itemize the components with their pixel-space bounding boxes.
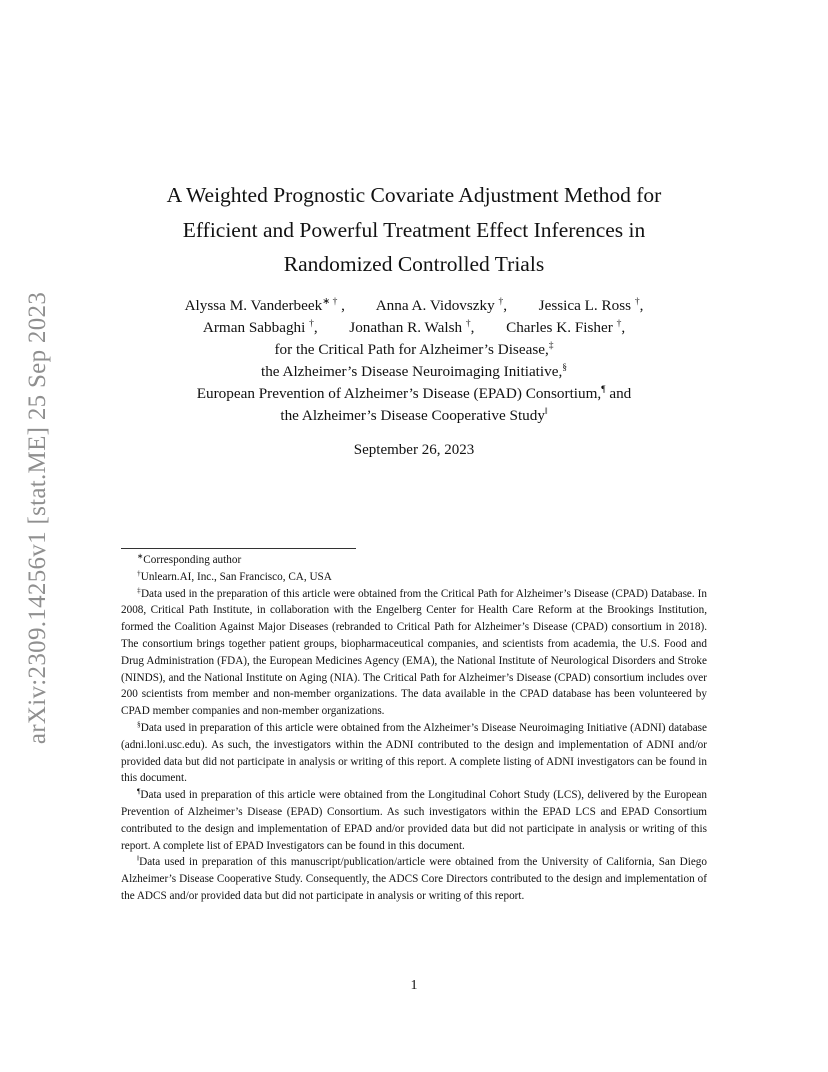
footnote <box>121 569 707 586</box>
footnote-text: Data used in preparation of this article were obtained from the Alzheimer’s Disease Neuroimaging Initiative (ADNI) database (adni.loni.usc.edu). As such, the investigators within the ADNI contributed to the design and implementation of ADNI and/or provided data but did not participate in analysis or writing of this report. A complete listing of ADNI investigators can be found in this document. <box>121 721 707 785</box>
footnote-text: Data used in preparation of this manuscript/publication/article were obtained from the University of California, San Diego Alzheimer’s Disease Cooperative Study. Consequently, the ADCS Core Directors contributed to the design and implementation of the ADCS and/or provided data but did not participate in analysis or writing of this report. <box>121 856 707 902</box>
footnote <box>121 854 707 904</box>
author-group-name: for the Critical Path for Alzheimer’s Disease, <box>274 341 549 358</box>
footnote-text: Unlearn.AI, Inc., San Francisco, CA, USA <box>140 570 332 583</box>
footnote-mark: ∗ <box>137 551 144 561</box>
author-group <box>0 383 828 405</box>
publication-date: September 26, 2023 <box>353 442 475 458</box>
author-block <box>0 295 828 427</box>
author-group-conjunction: and <box>609 385 632 402</box>
footnote-mark: † <box>137 568 141 578</box>
author-mark: † <box>465 318 471 329</box>
author-group-mark: ¶ <box>601 384 606 395</box>
footnote-text: Data used in preparation of this article were obtained from the Longitudinal Cohort Study (LCS), delivered by the European Prevention of Alzheimer’s Disease (EPAD) Consortium. As such investigators within the EPAD LCS and EPAD Consortium contributed to the design and implementation of EPAD and/or provided data but did not participate in analysis or writing of this report. A complete list of EPAD Investigators can be found in this document. <box>121 789 707 852</box>
author-group-mark: ‡ <box>548 340 554 351</box>
footnotes <box>121 552 707 905</box>
footnote <box>121 787 707 854</box>
author-separator: , <box>341 297 345 314</box>
author-name: Arman Sabbaghi <box>202 319 306 336</box>
author-row <box>0 317 828 339</box>
author-separator: , <box>503 297 508 314</box>
author-group <box>0 405 828 427</box>
author-row <box>0 295 828 317</box>
footnote <box>121 586 707 720</box>
page-number: 1 <box>410 978 418 993</box>
footnote-mark: ‡ <box>137 584 141 594</box>
author-mark: † <box>634 296 640 307</box>
footnote-mark: ‖ <box>137 853 140 863</box>
author-name: Charles K. Fisher <box>506 319 613 336</box>
title-line: Efficient and Powerful Treatment Effect Inferences in <box>182 217 646 242</box>
author-group-name: the Alzheimer’s Disease Cooperative Study <box>280 407 545 424</box>
author-separator: , <box>621 319 626 336</box>
footnote-rule <box>121 548 356 549</box>
author-separator: , <box>639 297 644 314</box>
footnote-mark: § <box>137 719 141 729</box>
author-name: Anna A. Vidovszky <box>375 297 495 314</box>
author-mark: ∗ † <box>322 296 338 307</box>
title-line: Randomized Controlled Trials <box>283 252 545 276</box>
author-group-mark: ‖ <box>544 406 548 417</box>
author-group-mark: § <box>562 362 568 373</box>
author-separator: , <box>313 319 318 336</box>
author-mark: † <box>309 318 314 329</box>
author-group <box>0 339 828 361</box>
author-group-name: the Alzheimer’s Disease Neuroimaging Initiative, <box>260 363 563 380</box>
author-name: Jessica L. Ross <box>538 297 632 314</box>
footnote <box>121 720 707 787</box>
arxiv-identifier-text: arXiv:2309.14256v1 [stat.ME] 25 Sep 2023 <box>24 291 51 745</box>
footnote-text: Corresponding author <box>143 554 242 566</box>
author-name: Jonathan R. Walsh <box>349 319 463 336</box>
title-line: A Weighted Prognostic Covariate Adjustment Method for <box>166 183 662 207</box>
author-group <box>0 361 828 383</box>
footnote <box>121 552 707 569</box>
author-mark: † <box>616 318 622 329</box>
author-separator: , <box>470 319 475 336</box>
footnote-text: Data used in the preparation of this article were obtained from the Critical Path for Alzheimer’s Disease (CPAD) Database. In 2008, Critical Path Institute, in collaboration with the Engelberg Center for Health Care Reform at the Brookings Institution, formed the Coalition Against Major Diseases (rebranded to Critical Path for Alzheimer’s Disease (CPAD) consortium in 2018). The consortium brings together patient groups, biopharmaceutical companies, and scientists from academia, the U.S. Food and Drug Administration (FDA), the European Medicines Agency (EMA), the National Institute of Neurological Disorders and Stroke (NINDS), and the National Institute on Aging (NIA). The Critical Path for Alzheimer’s Disease (CPAD) consortium includes over 200 scientists from member and non-member organizations. The data available in the CPAD database has been volunteered by CPAD member companies and non-member organizations. <box>121 587 708 718</box>
footnote-mark: ¶ <box>137 786 141 796</box>
paper-title <box>0 178 828 282</box>
author-mark: † <box>498 296 504 307</box>
author-name: Alyssa M. Vanderbeek <box>184 297 323 314</box>
author-group-name: European Prevention of Alzheimer’s Disease (EPAD) Consortium, <box>196 385 602 402</box>
